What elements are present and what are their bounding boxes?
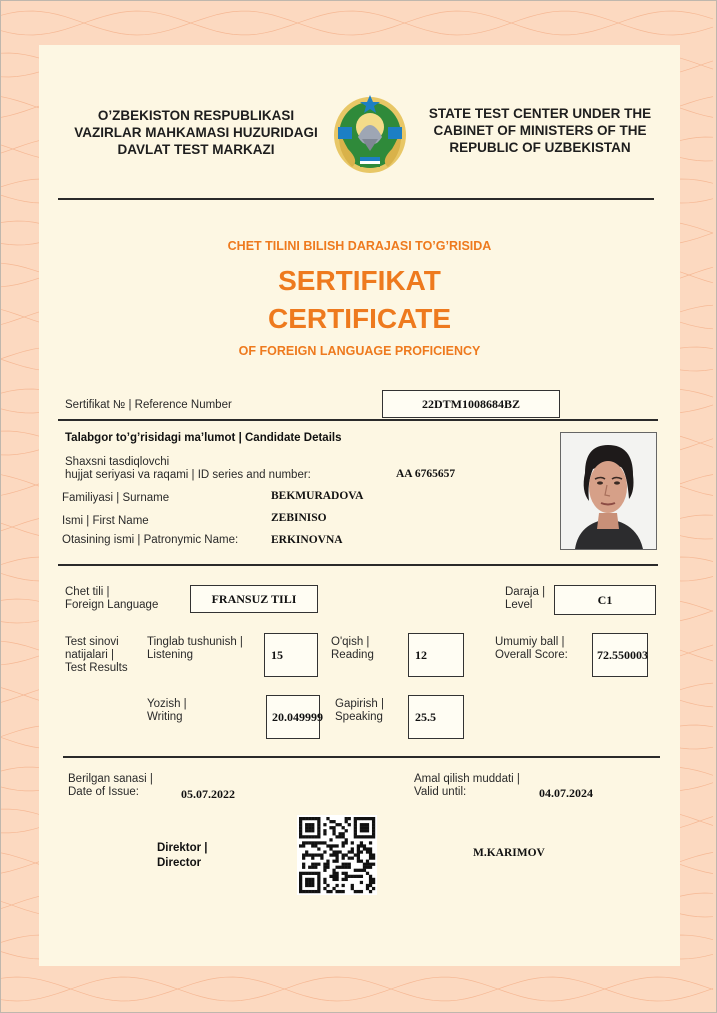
results-label-3: Test Results: [65, 662, 128, 674]
level-label-1: Daraja |: [505, 586, 546, 598]
issuer-name-uz: O’ZBEKISTON RESPUBLIKASI VAZIRLAR MAHKAMASI HUZURIDAGI DAVLAT TEST MARKAZI: [74, 108, 318, 157]
level-value: C1: [554, 585, 656, 615]
surname-value: BEKMURADOVA: [271, 490, 364, 502]
reference-divider: [58, 419, 658, 421]
surname-label: Familiyasi | Surname: [62, 492, 170, 504]
candidate-section-title: Talabgor to’g’risidagi ma’lumot | Candidate Details: [65, 432, 342, 444]
title-en: CERTIFICATE: [267, 303, 452, 334]
director-label-1: Direktor |: [157, 842, 208, 854]
valid-until-value: 04.07.2024: [539, 786, 593, 800]
patronymic-value: ERKINOVNA: [271, 534, 343, 546]
qr-code-icon: [297, 815, 377, 895]
writing-score: 20.049999: [266, 695, 320, 739]
listening-label-1: Tinglab tushunish |: [147, 636, 243, 648]
patronymic-label: Otasining ismi | Patronymic Name:: [62, 534, 239, 546]
speaking-label-1: Gapirish |: [335, 698, 385, 710]
id-value: AA 6765657: [396, 468, 456, 480]
issue-date-label-2: Date of Issue:: [68, 786, 139, 798]
writing-label-1: Yozish |: [147, 698, 187, 710]
director-label-2: Director: [157, 857, 202, 869]
overall-label-2: Overall Score:: [495, 649, 568, 661]
reference-number-label: Sertifikat № | Reference Number: [65, 399, 232, 411]
issue-date-value: 05.07.2022: [181, 787, 235, 801]
first-name-value: ZEBINISO: [271, 512, 327, 524]
subtitle-en: OF FOREIGN LANGUAGE PROFICIENCY: [238, 344, 481, 358]
speaking-score: 25.5: [408, 695, 464, 739]
candidate-divider: [58, 564, 658, 566]
listening-label-2: Listening: [147, 649, 194, 661]
portrait-image: [561, 433, 656, 549]
valid-until-label-1: Amal qilish muddati |: [414, 773, 520, 785]
results-divider: [63, 756, 660, 758]
reading-label-2: Reading: [331, 649, 374, 661]
header-divider: [58, 198, 654, 200]
state-emblem-icon: [330, 91, 410, 175]
results-label-1: Test sinovi: [65, 636, 119, 648]
id-label-line2: hujjat seriyasi va raqami | ID series and number:: [65, 469, 311, 481]
overall-label-1: Umumiy ball |: [495, 636, 565, 648]
title-uz: SERTIFIKAT: [278, 265, 441, 296]
language-value: FRANSUZ TILI: [190, 585, 318, 613]
reading-label-1: O'qish |: [331, 636, 370, 648]
results-label-2: natijalari |: [65, 649, 115, 661]
director-name: M.KARIMOV: [473, 847, 545, 859]
id-label-line1: Shaxsni tasdiqlovchi: [65, 456, 170, 468]
issue-date-label-1: Berilgan sanasi |: [68, 773, 153, 785]
speaking-label-2: Speaking: [335, 711, 383, 723]
reading-score: 12: [408, 633, 464, 677]
language-label-2: Foreign Language: [65, 599, 159, 611]
listening-score: 15: [264, 633, 318, 677]
first-name-label: Ismi | First Name: [62, 515, 149, 527]
subtitle-uz: CHET TILINI BILISH DARAJASI TO’G’RISIDA: [227, 239, 492, 253]
candidate-photo: [560, 432, 657, 550]
overall-score: 72.550003: [592, 633, 648, 677]
level-label-2: Level: [505, 599, 533, 611]
writing-label-2: Writing: [147, 711, 183, 723]
language-label-1: Chet tili |: [65, 586, 110, 598]
valid-until-label-2: Valid until:: [414, 786, 467, 798]
issuer-name-en: STATE TEST CENTER UNDER THE CABINET OF MINISTERS OF THE REPUBLIC OF UZBEKISTAN: [428, 106, 652, 155]
reference-number-value: 22DTM1008684BZ: [382, 390, 560, 418]
